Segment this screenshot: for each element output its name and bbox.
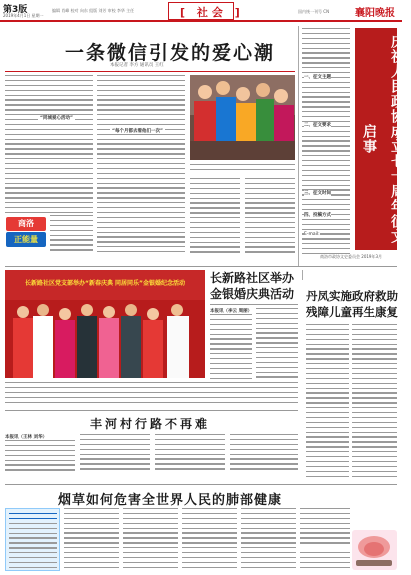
masthead (0, 0, 402, 22)
article-1-photo (190, 75, 295, 160)
article-2-bottom-text (5, 382, 298, 406)
issue-date: 2019年4月1日 星期一 (3, 13, 44, 18)
article-5-illustration (352, 530, 397, 570)
article-1-subhead-1: “同城爱心活动” (40, 116, 73, 121)
article-1-byline: 本报记者 李方 通讯员 王红 (110, 63, 164, 68)
article-2-col-1 (210, 314, 252, 380)
article-1-photo-caption (190, 164, 295, 174)
article-2-title-rule (210, 304, 298, 305)
article-5-col-5b (300, 552, 350, 572)
sidebar-subhead-3: 三、征文时间 (304, 191, 331, 196)
article-1-col-1 (5, 75, 93, 215)
article-2-byline: 本报讯（李云 周丽） (210, 309, 253, 314)
section-rule-3 (5, 484, 397, 485)
article-3-title (306, 288, 398, 320)
article-1-title: 一条微信引发的爱心潮 (64, 42, 275, 64)
article-3-left-rule (302, 270, 303, 280)
article-1-col-2 (97, 75, 185, 255)
article-4-title: 丰河村行路不再难 (89, 417, 210, 431)
section-name: [ 社会 ] (180, 6, 244, 19)
article-1-col-1b (50, 215, 93, 255)
call-for-essays-text: 庆祝人民政协成立七十周年征文启事 (361, 34, 405, 244)
article-2-col-2 (256, 308, 298, 380)
sidebar-subhead-2: 二、征文要求 (304, 123, 331, 128)
article-2-photo (5, 270, 205, 378)
article-3-title-line-2: 残障儿童再生康复 (306, 305, 398, 319)
article-4-col-2 (80, 434, 150, 476)
sidebar-subhead-1: 一、征文主题 (304, 75, 331, 80)
article-2-title-line-1: 长新路社区举办 (210, 271, 295, 285)
call-for-essays-title (355, 28, 405, 250)
sidebar-email-label: E-mail: (304, 232, 320, 237)
article-1-subhead-2: “每个月都去看他们一次” (112, 129, 163, 134)
article-5-col-2 (123, 508, 178, 572)
article-2-title (210, 270, 294, 302)
sidebar-divider (298, 26, 299, 266)
section-rule-2 (5, 410, 298, 411)
article-5-col-4 (241, 508, 296, 572)
article-4-byline: 本报讯（王林 刘华） (5, 435, 48, 440)
article-3-col-1 (306, 324, 349, 482)
article-5-col-5 (300, 508, 350, 548)
article-2-title-line-2: 金银婚庆典活动 (210, 287, 295, 301)
article-5-col-1 (64, 508, 119, 572)
article-1-col-4 (245, 178, 295, 255)
sidebar-footer: 商洛市政协文史委员会 2019年3月 (320, 254, 390, 260)
article-2-banner: 长新路社区党支部举办“新春庆典 同居同乐”金银婚纪念活动 (25, 280, 185, 287)
section-rule-1 (5, 266, 397, 267)
badge-bottom: 正能量 (6, 232, 46, 247)
article-5-sidebox (5, 508, 60, 571)
article-4-col-4 (230, 434, 298, 476)
article-5-col-3 (182, 508, 237, 572)
article-3-col-2 (352, 324, 397, 482)
sidebar-col-1 (302, 28, 350, 258)
article-3-title-line-1: 丹凤实施政府救助 (306, 289, 398, 303)
badge-top: 商洛 (6, 217, 46, 231)
paper-logo: 襄阳晚报 (355, 8, 395, 19)
article-4-col-1 (5, 440, 75, 476)
page-number: 第3版 (3, 5, 28, 15)
sidebar-subhead-4: 四、投稿方式 (304, 213, 331, 218)
editor-credits: 编辑 肖峰 校对 向东 组版 刘芳 审校 李华 主任 (52, 8, 135, 13)
paper-code: 国内统一刊号 CN (298, 9, 330, 14)
positive-energy-badge (4, 215, 48, 249)
article-1-col-3 (190, 178, 240, 255)
article-5-title: 烟草如何危害全世界人民的肺部健康 (57, 493, 282, 508)
article-1-rule (5, 71, 295, 72)
article-4-col-3 (155, 434, 225, 476)
